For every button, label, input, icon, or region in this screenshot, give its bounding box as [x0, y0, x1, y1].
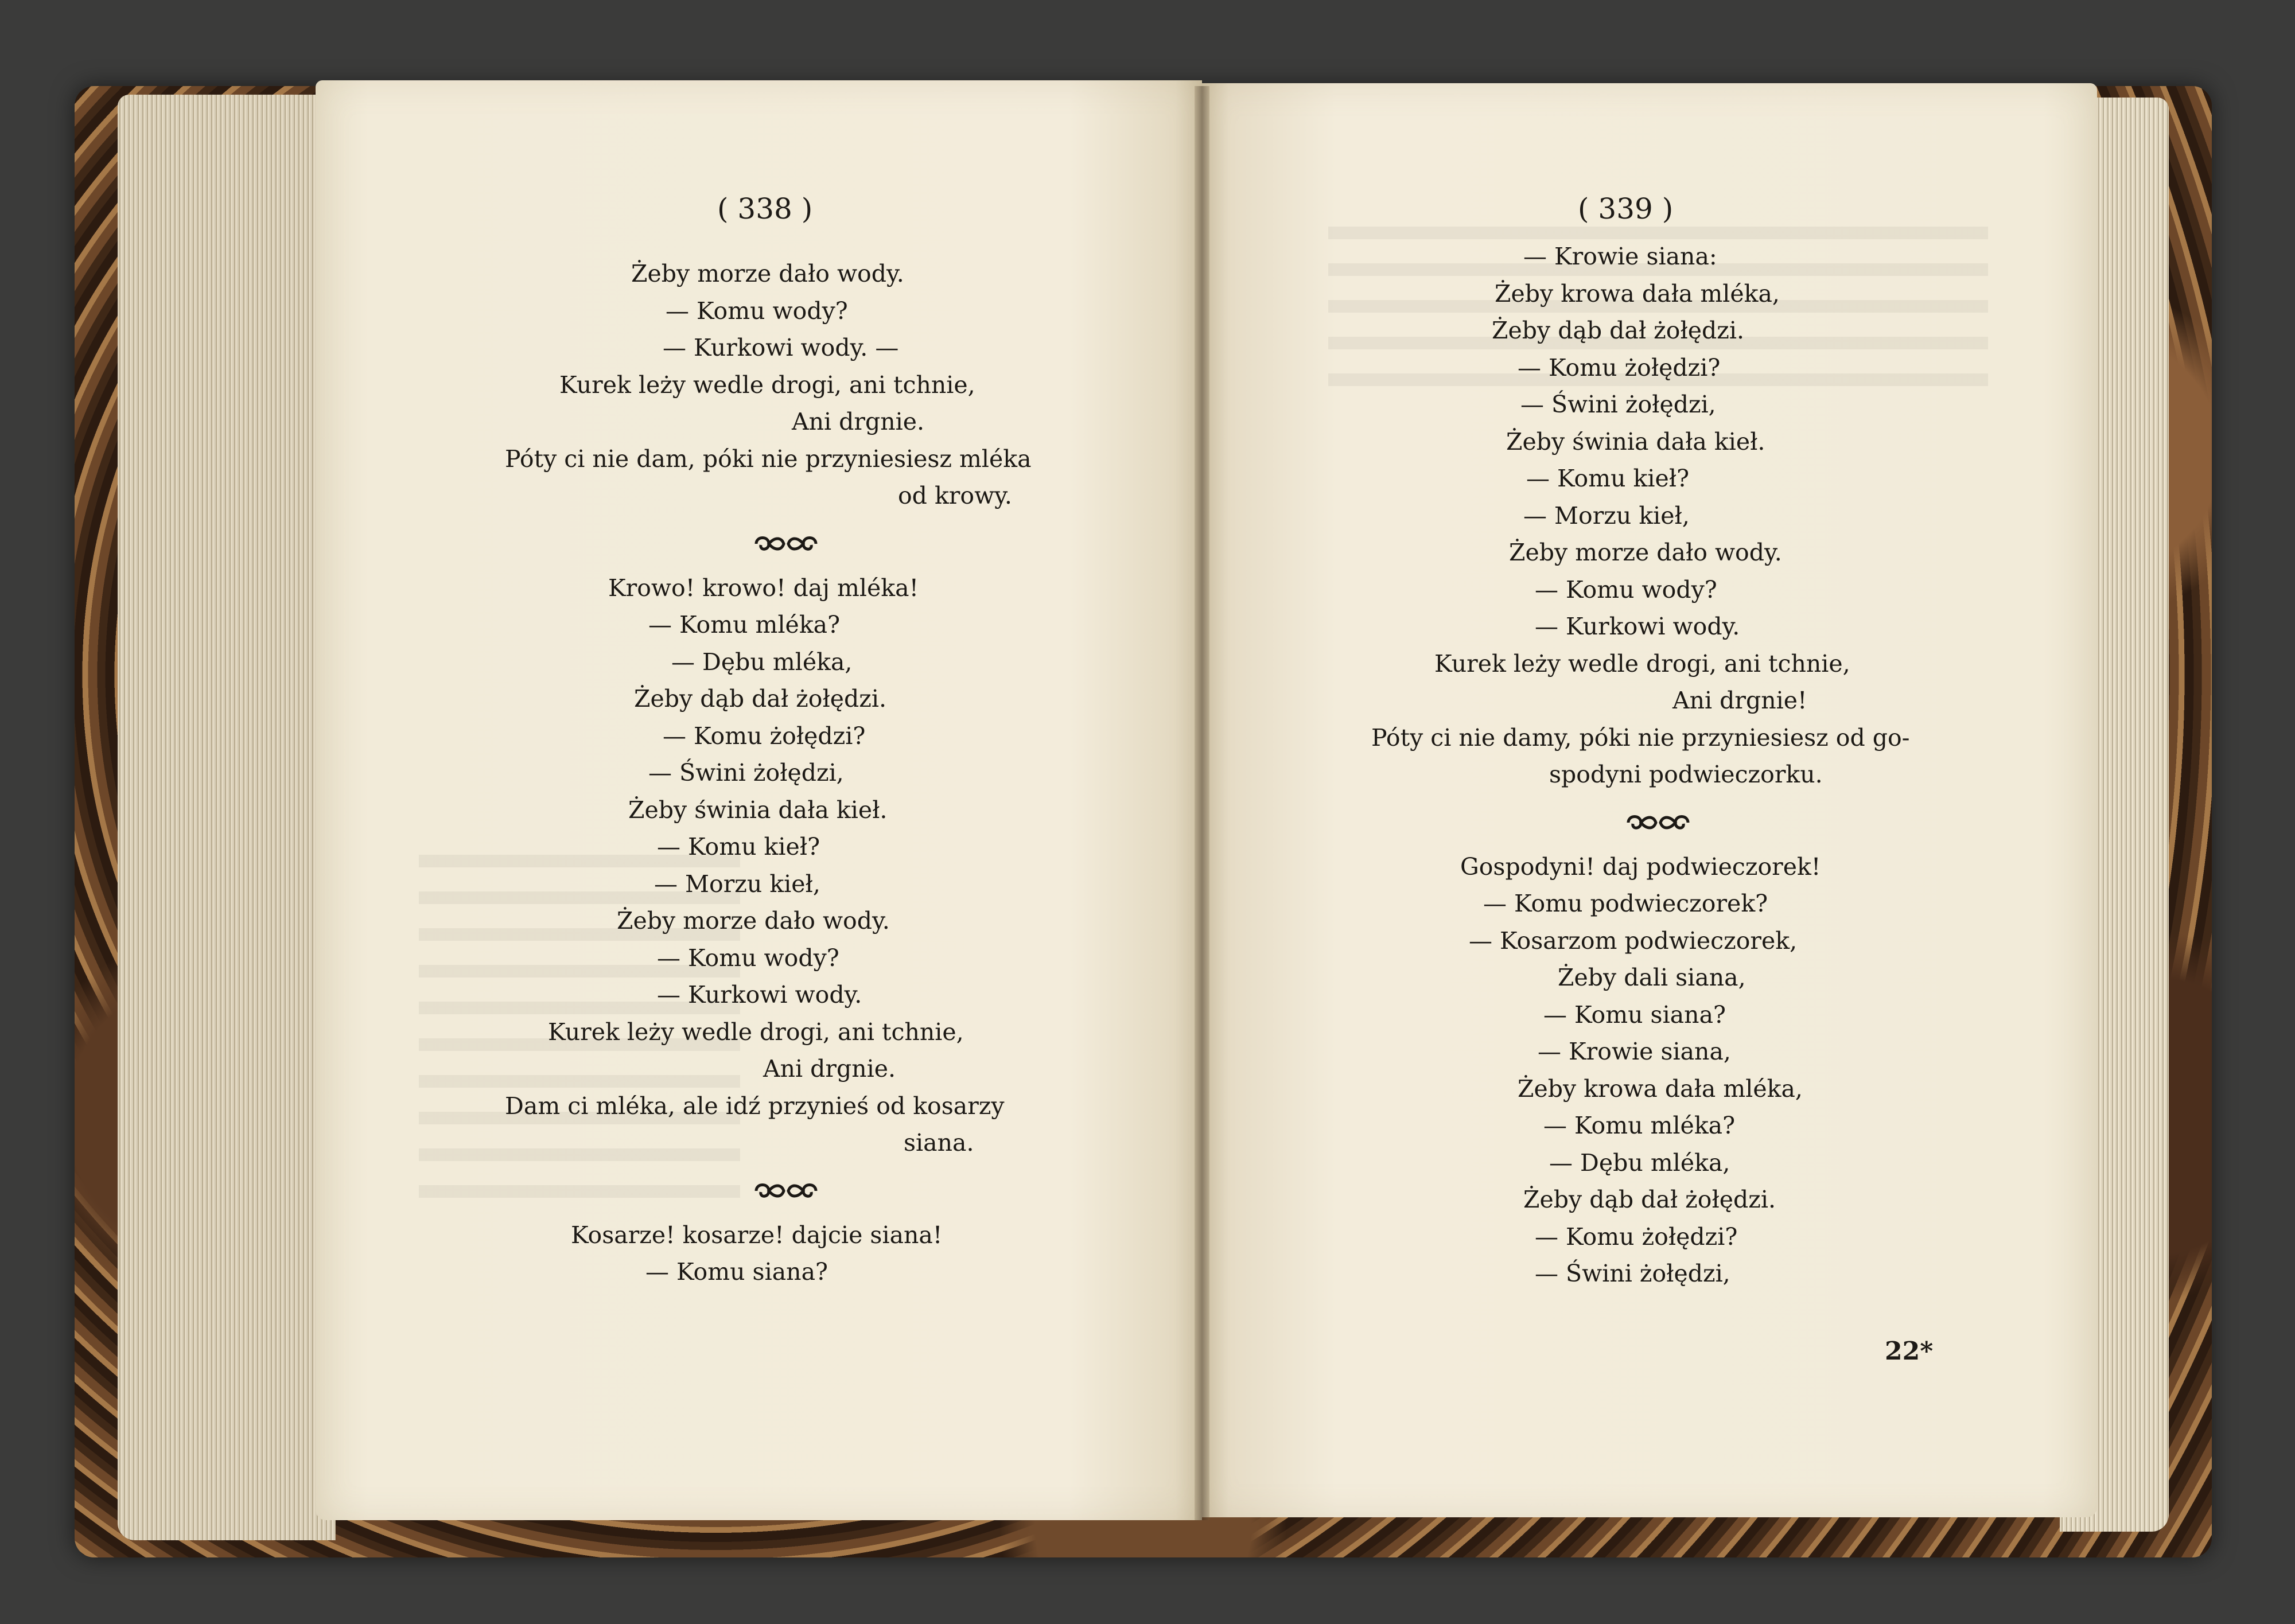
signature-mark: 22*	[1885, 1337, 1934, 1366]
ornament-divider	[1371, 793, 1945, 848]
page-number-right: ( 339 )	[1578, 192, 1674, 225]
text-line: spodyni podwieczorku.	[1549, 761, 1823, 788]
text-line: — Morzu kieł,	[1523, 501, 1690, 529]
text-line: Żeby krowa dała mléka,	[1495, 279, 1780, 307]
page-number-left: ( 338 )	[717, 192, 813, 225]
text-line: Żeby dąb dał żołędzi.	[634, 685, 887, 712]
text-line: siana.	[904, 1129, 974, 1156]
text-line: — Komu mléka?	[648, 611, 841, 638]
text-line: Dam ci mléka, ale idź przynieś od kosarzy	[505, 1092, 1005, 1120]
text-line: — Komu wody?	[657, 944, 839, 972]
text-line: — Kurkowi wody.	[1535, 613, 1740, 640]
text-line: — Komu żołędzi?	[1535, 1222, 1738, 1251]
text-line: Gospodyni! daj podwieczorek!	[1460, 852, 1821, 881]
text-line: — Kosarzom podwieczorek,	[1469, 926, 1798, 955]
text-line: — Komu wody?	[1535, 575, 1717, 603]
text-line: Póty ci nie damy, póki nie przyniesiesz od go-	[1371, 723, 1910, 751]
text-line: Żeby krowa dała mléka,	[1518, 1074, 1803, 1103]
text-line: — Komu podwieczorek?	[1483, 890, 1768, 917]
text-line: Kosarze! kosarze! dajcie siana!	[571, 1221, 943, 1249]
right-page-text	[1371, 238, 1945, 1292]
text-line: — Komu żołędzi?	[1518, 353, 1721, 381]
text-line: Kurek leży wedle drogi, ani tchnie,	[548, 1018, 964, 1046]
text-line: — Dębu mléka,	[671, 648, 853, 676]
text-line: — Komu siana?	[645, 1258, 828, 1286]
text-line: Ani drgnie!	[1672, 687, 1807, 714]
ornament-divider	[493, 1162, 1079, 1217]
text-line: Żeby morze dało wody.	[631, 260, 904, 287]
text-line: — Kurkowi wody.	[657, 981, 862, 1008]
text-line: — Świni żołędzi,	[648, 759, 844, 786]
text-line: Kurek leży wedle drogi, ani tchnie,	[1434, 649, 1850, 677]
text-line: — Komu żołędzi?	[663, 722, 866, 750]
ornament-divider	[493, 515, 1079, 570]
text-line: — Krowie siana,	[1538, 1038, 1731, 1065]
book-gutter	[1195, 86, 1209, 1520]
text-line: Ani drgnie.	[763, 1055, 896, 1082]
text-line: Krowo! krowo! daj mléka!	[608, 574, 919, 602]
page-edges-left	[118, 95, 336, 1540]
text-line: — Świni żołędzi,	[1520, 391, 1716, 418]
text-line: — Dębu mléka,	[1549, 1148, 1730, 1177]
text-line: — Komu kieł?	[1526, 465, 1690, 492]
text-line: Kurek leży wedle drogi, ani tchnie,	[559, 371, 975, 399]
text-line: — Komu wody?	[666, 297, 848, 325]
text-line: — Morzu kieł,	[654, 870, 820, 898]
left-page-text	[493, 255, 1079, 1291]
ornament-icon	[1624, 810, 1693, 835]
text-line: Żeby morze dało wody.	[1509, 539, 1782, 566]
text-line: Żeby dąb dał żołędzi.	[1523, 1186, 1776, 1213]
text-line: Żeby dąb dał żołędzi.	[1492, 317, 1745, 344]
text-line: — Kurkowi wody. —	[663, 334, 899, 361]
text-line: — Świni żołędzi,	[1535, 1260, 1730, 1287]
text-line: Żeby świnia dała kieł.	[1506, 427, 1765, 455]
text-line: Ani drgnie.	[792, 408, 925, 435]
ornament-icon	[752, 531, 820, 556]
text-line: — Krowie siana:	[1523, 243, 1717, 270]
text-line: od krowy.	[898, 482, 1012, 509]
text-line: — Komu kieł?	[657, 833, 820, 860]
text-line: — Komu siana?	[1543, 1000, 1726, 1029]
ornament-icon	[752, 1178, 820, 1204]
text-line: Żeby dali siana,	[1558, 964, 1746, 991]
text-line: Póty ci nie dam, póki nie przyniesiesz mléka	[505, 445, 1032, 473]
text-line: Żeby świnia dała kieł.	[628, 796, 888, 824]
text-line: Żeby morze dało wody.	[617, 907, 890, 934]
text-line: — Komu mléka?	[1543, 1112, 1736, 1139]
